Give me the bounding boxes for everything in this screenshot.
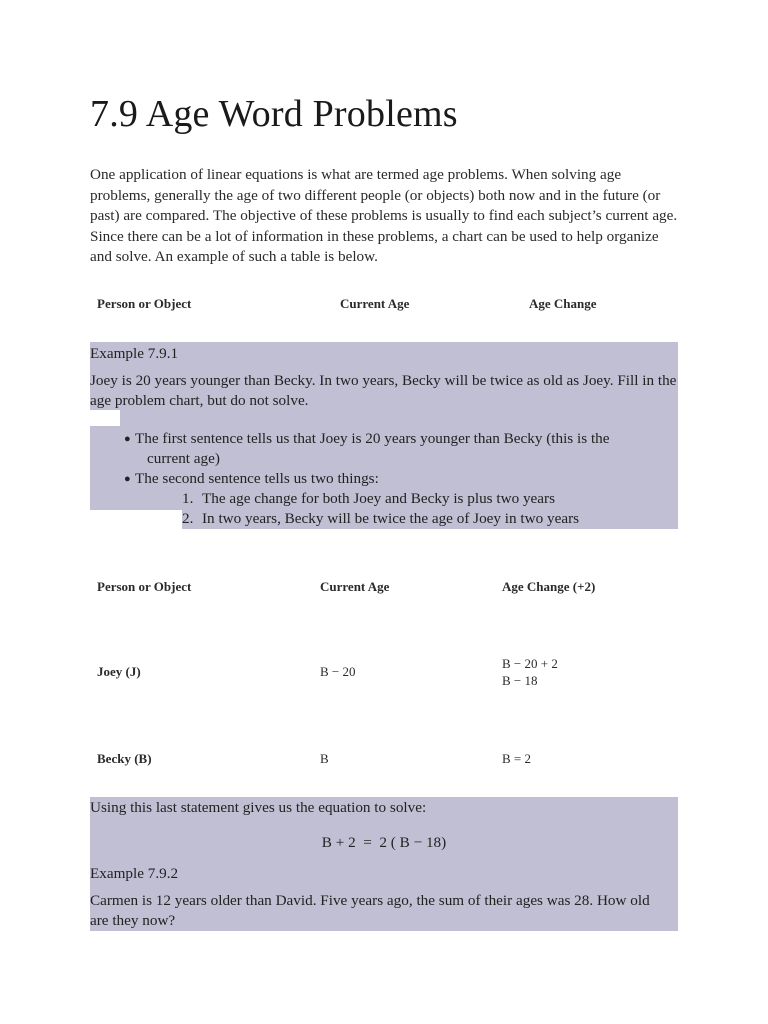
- table2-change-cell-line2: B − 18: [502, 673, 538, 688]
- table2-person-cell: Becky (B): [97, 751, 152, 766]
- table2-change-cell-line1: B − 20 + 2: [502, 656, 558, 671]
- equation: B + 2 = 2 ( B − 18): [321, 834, 447, 851]
- bullet-item: ● The second sentence tells us two things:: [124, 470, 379, 487]
- example2-problem: Carmen is 12 years older than David. Five years ago, the sum of their ages was 28. How old are they now?: [90, 892, 650, 929]
- example1-numbered-list: [182, 489, 579, 529]
- box-gap-bottom: [90, 510, 182, 530]
- bullet-item: ● The first sentence tells us that Joey is 20 years younger than Becky (this is the current age): [124, 430, 610, 467]
- table2-header-person: Person or Object: [97, 579, 192, 594]
- table1-header-current-age: Current Age: [340, 296, 410, 311]
- bullet-dot-icon: ●: [124, 473, 131, 485]
- example1-bullets: [124, 429, 610, 489]
- solve-statement: Using this last statement gives us the equation to solve:: [90, 799, 427, 816]
- table2-current-cell: B: [320, 751, 329, 766]
- example2-label: Example 7.9.2: [90, 865, 179, 882]
- table1-header-person: Person or Object: [97, 296, 192, 311]
- example1-problem: Joey is 20 years younger than Becky. In two years, Becky will be twice as old as Joey. Fill in the age problem chart, but do not solve.: [90, 372, 677, 409]
- bullet-dot-icon: ●: [124, 433, 131, 445]
- table2-header-current-age: Current Age: [320, 579, 390, 594]
- table2-current-cell: B − 20: [320, 664, 356, 679]
- page-title: 7.9 Age Word Problems: [90, 93, 458, 135]
- example1-label: Example 7.9.1: [90, 345, 179, 362]
- box-gap-left: [90, 410, 120, 426]
- intro-paragraph: One application of linear equations is what are termed age problems. When solving age problems, generally the age of two different people (or objects) both now and in the future (or past) are compared. The objective of these problems is usually to find each subject’s current age. Since there can be a lot of information in these problems, a chart can be used to help organize and solve. An example of such a table is below.: [90, 166, 678, 265]
- table2-change-cell: B = 2: [502, 751, 532, 766]
- table2-header-age-change: Age Change (+2): [502, 579, 596, 594]
- table1-header-age-change: Age Change: [529, 296, 597, 311]
- numbered-item: 2. In two years, Becky will be twice the age of Joey in two years: [182, 510, 580, 527]
- numbered-item: 1. The age change for both Joey and Becky is plus two years: [182, 490, 556, 507]
- table2-person-cell: Joey (J): [97, 664, 141, 679]
